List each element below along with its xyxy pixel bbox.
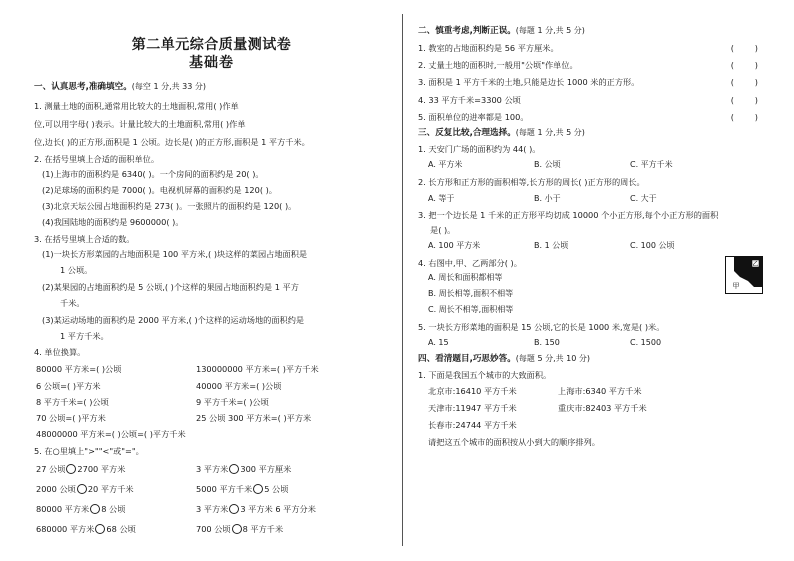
choice-q1-option-c[interactable]: C. 平方千米	[630, 160, 673, 169]
section-4-score-note: (每题 5 分,共 10 分)	[515, 354, 591, 363]
choice-q2-option-c[interactable]: C. 大于	[630, 194, 657, 203]
split-square-diagram	[726, 257, 762, 293]
choice-q4-option-b[interactable]: B. 周长相等,面积不相等	[428, 289, 514, 298]
q5-right-3	[196, 504, 316, 514]
judge-answer-4[interactable]: ( )	[730, 95, 758, 105]
q3-item-2-line-1: (2)某果园的占地面积约是 5 公顷,( )个这样的果园占地面积约是 1 平方	[42, 282, 299, 292]
q4-right-4: 25 公顷 300 平方米=( )平方米	[196, 413, 312, 423]
q5-right-2	[196, 484, 288, 494]
q4-right-2: 40000 平方米=( )公顷	[196, 381, 282, 391]
judge-answer-2[interactable]: ( )	[730, 60, 758, 70]
choice-q5-option-a[interactable]: A. 15	[428, 338, 449, 347]
q5-left-3-b: 8 公顷	[101, 504, 126, 514]
compare-circle[interactable]	[77, 484, 87, 494]
answer-instruction: 请把这五个城市的面积按从小到大的顺序排列。	[428, 437, 600, 447]
q5-right-1-a: 3 平方米	[196, 464, 229, 474]
q3-item-1-line-2: 1 公顷。	[60, 265, 93, 275]
city-shanghai: 上海市:6340 平方千米	[558, 386, 642, 396]
figure-label-jia: 甲	[732, 282, 740, 290]
answer-q1: 1. 下面是我国五个城市的大致面积。	[418, 370, 552, 380]
q3-heading: 3. 在括号里填上合适的数。	[34, 234, 135, 244]
section-2-title: 二、慎重考虑,判断正误。	[418, 26, 516, 36]
choice-q3-option-c[interactable]: C. 100 公顷	[630, 241, 675, 250]
section-1-heading	[34, 82, 206, 92]
q5-left-2-b: 20 平方千米	[87, 484, 134, 494]
q5-left-1-b: 2700 平方米	[77, 464, 126, 474]
q5-left-4-b: 68 公顷	[106, 524, 136, 534]
q4-left-5: 48000000 平方米=( )公顷=( )平方千米	[36, 429, 186, 439]
judge-answer-3[interactable]: ( )	[730, 77, 758, 87]
choice-q1-option-b[interactable]: B. 公顷	[534, 160, 561, 169]
judge-item-3: 3. 面积是 1 平方千米的土地,只能是边长 1000 米的正方形。	[418, 77, 640, 87]
compare-circle[interactable]	[66, 464, 76, 474]
q5-right-3-b: 3 平方米 6 平方分米	[240, 504, 316, 514]
q5-left-2	[36, 484, 134, 494]
q2-item-4: (4)我国陆地的面积约是 9600000( )。	[42, 217, 184, 227]
q5-right-4-b: 8 平方千米	[242, 524, 284, 534]
choice-q2-option-a[interactable]: A. 等于	[428, 194, 455, 203]
choice-q5-option-c[interactable]: C. 1500	[630, 338, 662, 347]
section-3-title: 三、反复比较,合理选择。	[418, 128, 516, 138]
page-title: 第二单元综合质量测试卷	[131, 37, 292, 53]
q2-item-1: (1)上海市的面积约是 6340( )。一个房间的面积约是 20( )。	[42, 169, 264, 179]
compare-circle[interactable]	[229, 504, 239, 514]
choice-q4-option-a[interactable]: A. 周长和面积都相等	[428, 273, 503, 282]
figure-label-yi: 乙	[752, 261, 759, 268]
q5-left-4	[36, 524, 136, 534]
q5-right-4	[196, 524, 283, 534]
q5-left-3	[36, 504, 125, 514]
compare-circle[interactable]	[229, 464, 239, 474]
judge-answer-5[interactable]: ( )	[730, 112, 758, 122]
judge-item-1: 1. 教室的占地面积约是 56 平方厘米。	[418, 43, 559, 53]
judge-item-4: 4. 33 平方千米=3300 公顷	[418, 95, 521, 105]
choice-q4: 4. 右图中,甲、乙两部分( )。	[418, 258, 522, 268]
q5-left-2-a: 2000 公顷	[36, 484, 76, 494]
choice-q2: 2. 长方形和正方形的面积相等,长方形的周长( )正方形的周长。	[418, 177, 645, 187]
q5-right-4-a: 700 公顷	[196, 524, 231, 534]
section-3-heading	[418, 128, 585, 138]
q5-left-3-a: 80000 平方米	[36, 504, 90, 514]
q2-item-3: (3)北京天坛公园占地面积约是 273( )。一张照片的面积约是 120( )。	[42, 201, 297, 211]
q3-item-2-line-2: 千米。	[60, 298, 85, 308]
choice-q3-line-2: 是( )。	[430, 225, 456, 235]
compare-circle[interactable]	[90, 504, 100, 514]
q4-left-3: 8 平方千米=( )公顷	[36, 397, 109, 407]
section-2-heading	[418, 26, 585, 36]
q3-item-1-line-1: (1)一块长方形菜园的占地面积是 100 平方米,( )块这样的菜园占地面积是	[42, 249, 308, 259]
q5-left-1	[36, 464, 125, 474]
q5-heading: 5. 在○里填上">""<"或"="。	[34, 446, 144, 456]
section-1-score-note: (每空 1 分,共 33 分)	[131, 82, 207, 91]
choice-q1: 1. 天安门广场的面积约为 44( )。	[418, 144, 541, 154]
split-square-figure	[725, 256, 763, 294]
q5-right-1	[196, 464, 291, 474]
compare-circle[interactable]	[232, 524, 242, 534]
city-tianjin: 天津市:11947 平方千米	[428, 403, 517, 413]
section-4-heading	[418, 354, 590, 364]
q3-item-3-line-2: 1 平方千米。	[60, 331, 109, 341]
q5-right-2-b: 5 公顷	[264, 484, 289, 494]
q5-right-1-b: 300 平方厘米	[240, 464, 292, 474]
choice-q4-option-c[interactable]: C. 周长不相等,面积相等	[428, 305, 514, 314]
section-1-title: 一、认真思考,准确填空。	[34, 82, 132, 92]
q5-right-3-a: 3 平方米	[196, 504, 229, 514]
section-3-score-note: (每题 1 分,共 5 分)	[515, 128, 585, 137]
q5-right-2-a: 5000 平方千米	[196, 484, 253, 494]
city-beijing: 北京市:16410 平方千米	[428, 386, 517, 396]
choice-q3-option-b[interactable]: B. 1 公顷	[534, 241, 569, 250]
judge-item-5: 5. 面积单位的进率都是 100。	[418, 112, 529, 122]
city-chongqing: 重庆市:82403 平方千米	[558, 403, 647, 413]
choice-q5: 5. 一块长方形菜地的面积是 15 公顷,它的长是 1000 米,宽是( )米。	[418, 322, 665, 332]
q3-item-3-line-1: (3)某运动场地的面积约是 2000 平方米,( )个这样的运动场地的面积约是	[42, 315, 305, 325]
page-subtitle: 基础卷	[189, 55, 234, 71]
q5-left-1-a: 27 公顷	[36, 464, 66, 474]
choice-q3-option-a[interactable]: A. 100 平方米	[428, 241, 481, 250]
q4-left-1: 80000 平方米=( )公顷	[36, 364, 122, 374]
q1-line-1: 1. 测量土地的面积,通常用比较大的土地面积,常用( )作单	[34, 101, 239, 111]
q4-right-3: 9 平方千米=( )公顷	[196, 397, 269, 407]
q1-line-2: 位,可以用字母( )表示。计量比较大的土地面积,常用( )作单	[34, 119, 246, 129]
choice-q3-line-1: 3. 把一个边长是 1 千米的正方形平均切成 10000 个小正方形,每个小正方形的面积	[418, 210, 719, 220]
compare-circle[interactable]	[95, 524, 105, 534]
q5-left-4-a: 680000 平方米	[36, 524, 95, 534]
choice-q1-option-a[interactable]: A. 平方米	[428, 160, 463, 169]
section-4-title: 四、看清题目,巧思妙答。	[418, 354, 516, 364]
q4-left-2: 6 公顷=( )平方米	[36, 381, 101, 391]
column-divider	[402, 14, 403, 546]
q4-heading: 4. 单位换算。	[34, 347, 86, 357]
section-2-score-note: (每题 1 分,共 5 分)	[515, 26, 585, 35]
q2-heading: 2. 在括号里填上合适的面积单位。	[34, 154, 160, 164]
city-changchun: 长春市:24744 平方千米	[428, 420, 517, 430]
q4-left-4: 70 公顷=( )平方米	[36, 413, 106, 423]
q1-line-3: 位,边长( )的正方形,面积是 1 公顷。边长是( )的正方形,面积是 1 平方千米。	[34, 137, 310, 147]
choice-q2-option-b[interactable]: B. 小于	[534, 194, 561, 203]
q4-right-1: 130000000 平方米=( )平方千米	[196, 364, 319, 374]
compare-circle[interactable]	[253, 484, 263, 494]
judge-item-2: 2. 丈量土地的面积时,一般用"公顷"作单位。	[418, 60, 578, 70]
q2-item-2: (2)足球场的面积约是 7000( )。电视机屏幕的面积约是 120( )。	[42, 185, 277, 195]
choice-q5-option-b[interactable]: B. 150	[534, 338, 560, 347]
judge-answer-1[interactable]: ( )	[730, 43, 758, 53]
